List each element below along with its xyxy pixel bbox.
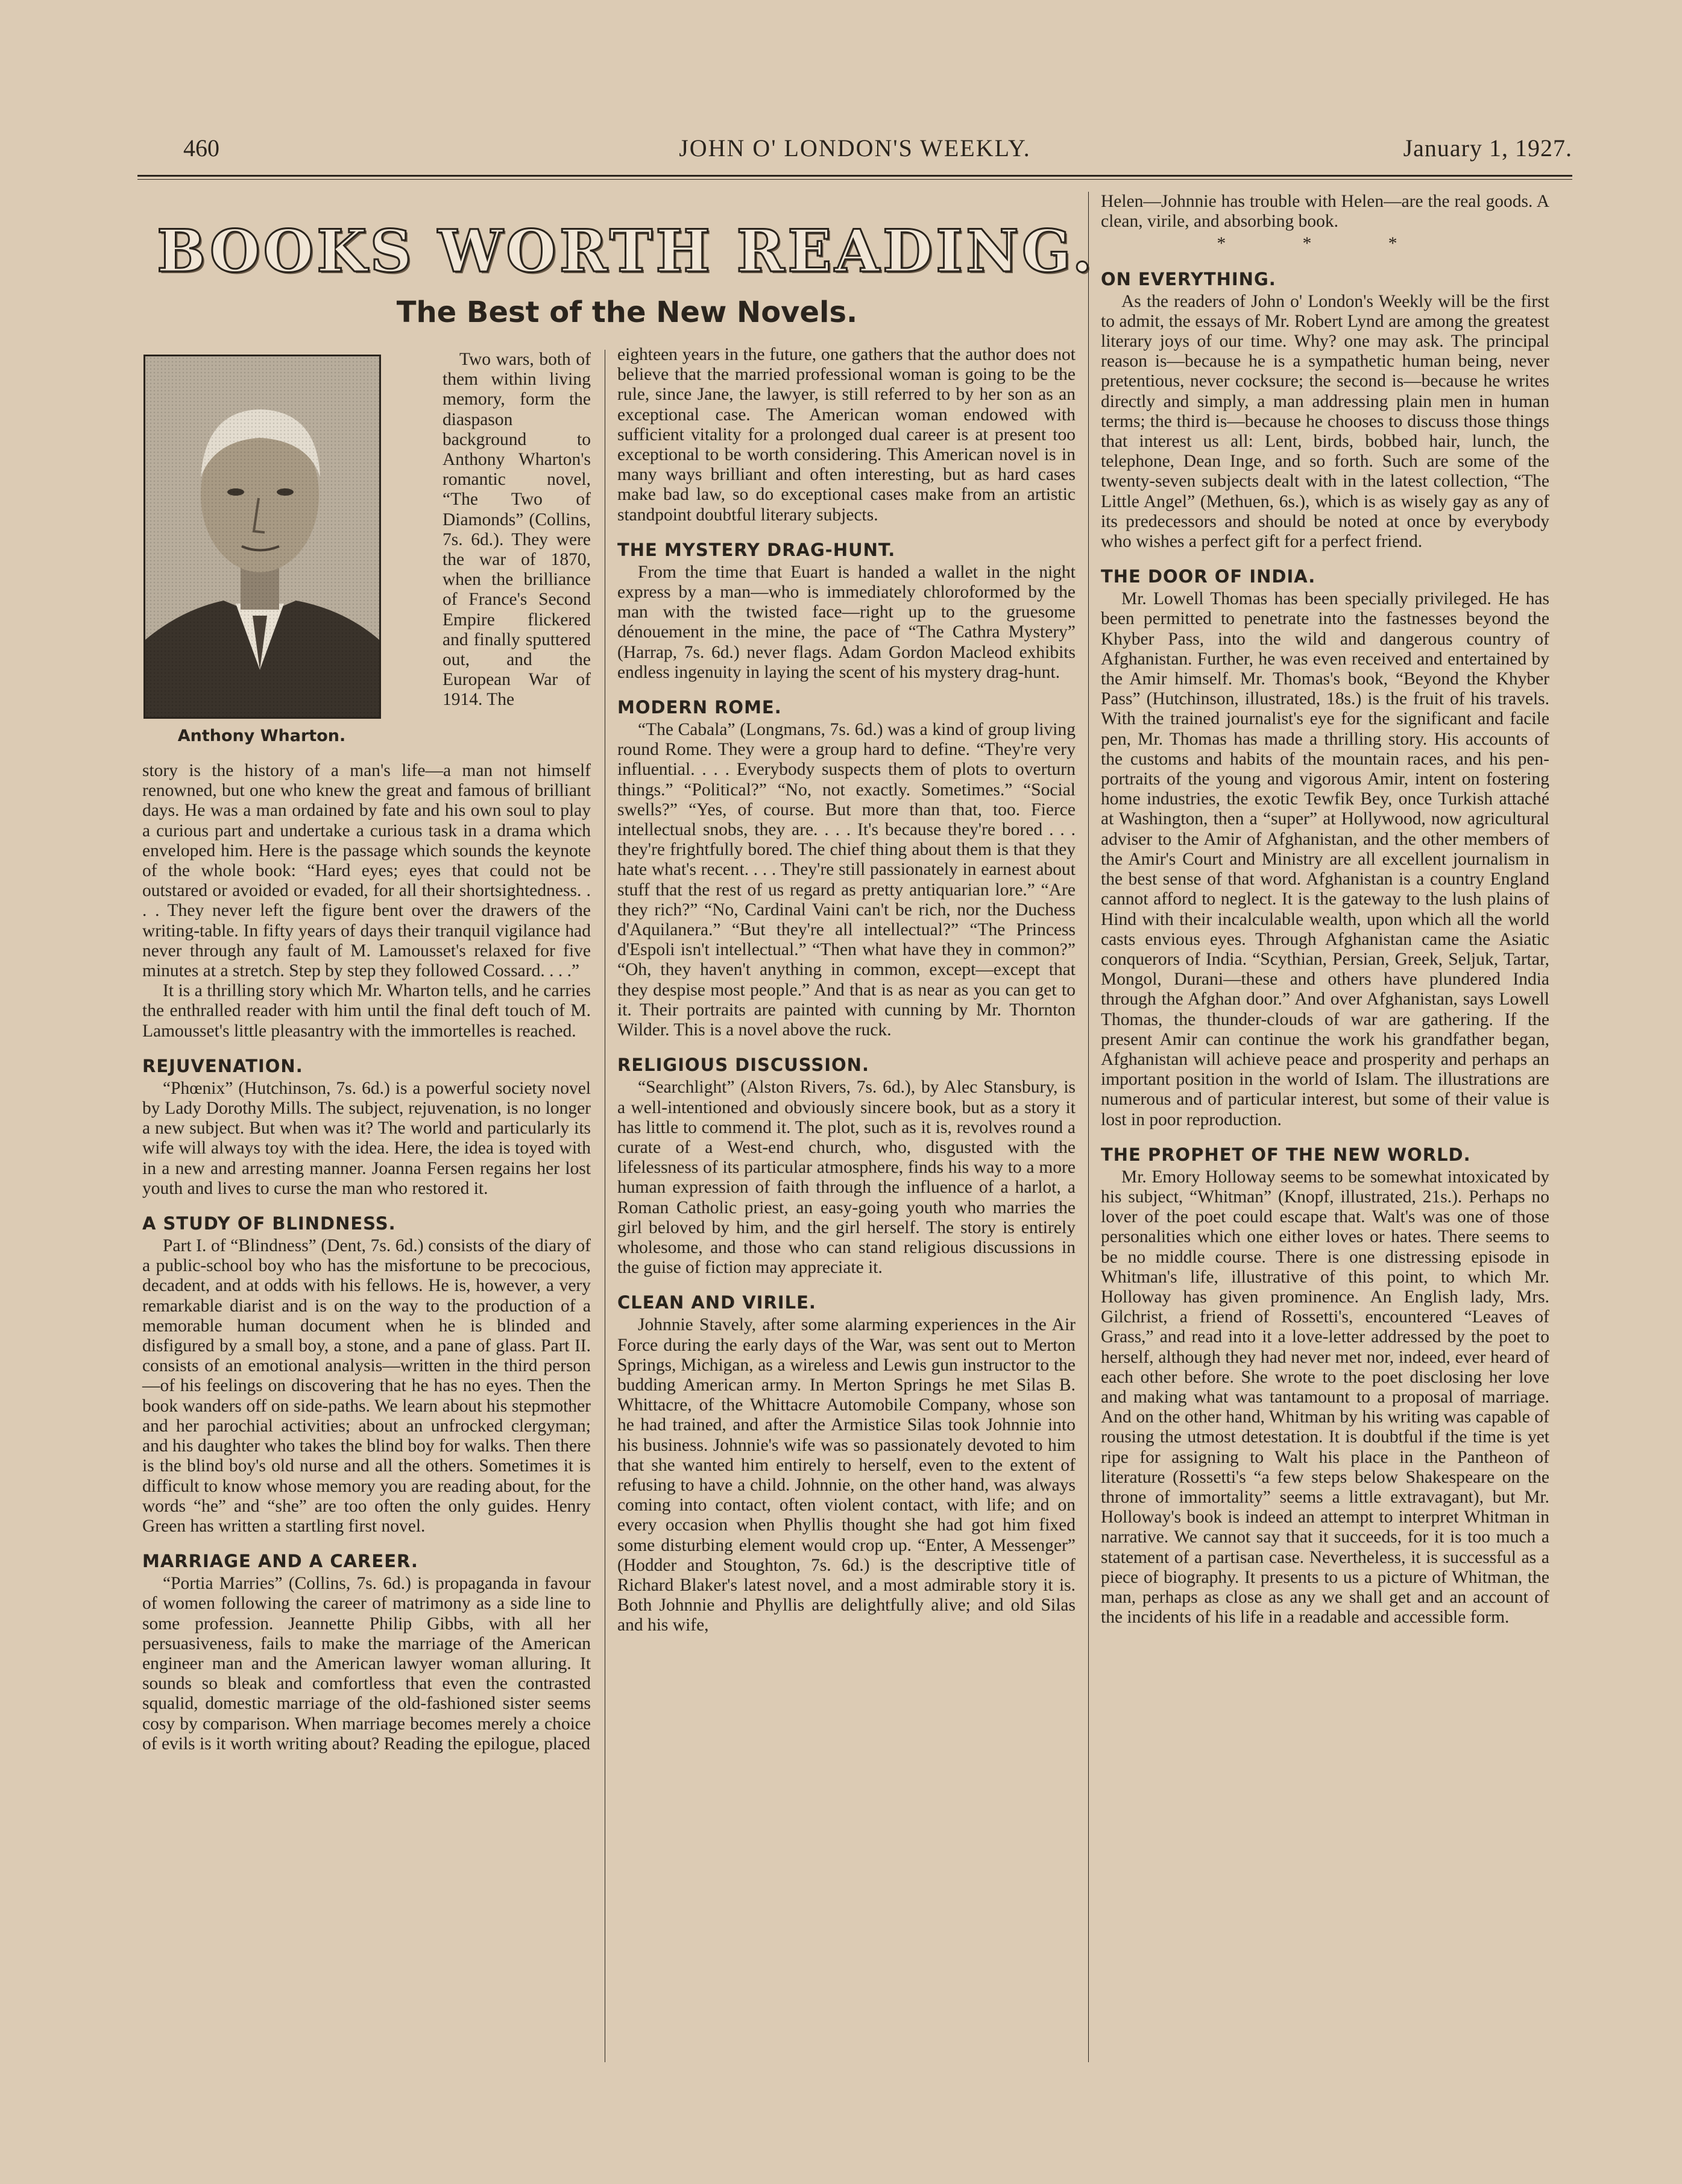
paragraph: “The Cabala” (Longmans, 7s. 6d.) was a kind of group living round Rome. They were a group hard to define. “They're very influential. . . . Everybody suspects them of plots to overturn things.” “Political?” “No, not exactly. Sometimes.” “Social swells?” “Yes, of course. But more than that, too. Fierce intellectual snobs, they are. . . . It's because they're bored . . . they're frightfully bored. The chief thing about them is that they hate what's recent. . . . They're still passionately in earnest about stuff that the rest of us regard as pretty antiquarian lore.” “Are they rich?” “No, Cardinal Vaini can't be rich, nor the Duchess d'Aquilanera.” “But they're all intellectual?” “The Princess d'Espoli isn't intellectual.” “Then what have they in common?” “Oh, they haven't anything in common, except—except that they despise most people.” And that is as near as you can get to it. Their portraits are painted with cunning by Mr. Thornton Wilder. This is a novel above the ruck.	[617, 720, 1076, 1040]
column-rule	[1088, 192, 1089, 2062]
paragraph: Johnnie Stavely, after some alarming experiences in the Air Force during the early days of the War, was sent out to Merton Springs, Michigan, as a wireless and Lewis gun instructor to the budding American army. In Merton Springs he met Silas B. Whittacre, of the Whittacre Automobile Company, whose son he had trained, and after the Armistice Silas took Johnnie into his business. Johnnie's wife was so passionately devoted to him that she wanted him entirely to herself, even to the extent of refusing to have a child. Johnnie, on the other hand, was always coming into contact, often violent contact, with life; and on every occasion when Phyllis thought she had got him fixed some disturbing element would crop up. “Enter, A Messenger” (Hodder and Stoughton, 7s. 6d.) is the descriptive title of Richard Blaker's latest novel, and a most admirable story it is. Both Johnnie and Phyllis are delightfully alive; and old Silas and his wife,	[617, 1315, 1076, 1635]
issue-date: January 1, 1927.	[1403, 134, 1572, 162]
article-intro	[443, 350, 591, 710]
paragraph: “Phœnix” (Hutchinson, 7s. 6d.) is a powerful society novel by Lady Dorothy Mills. The subject, rejuvenation, is no longer a new subject. But when was it? The world and particularly its wife will always toy with the idea. Here, the idea is toyed with in a new and arresting manner. Joanna Fersen regains her lost youth and lives to curse the man who restored it.	[142, 1078, 591, 1198]
header-rule	[137, 175, 1572, 177]
section-heading: CLEAN AND VIRILE.	[617, 1292, 816, 1313]
masthead: JOHN O' LONDON'S WEEKLY.	[679, 134, 1031, 162]
section-heading: ON EVERYTHING.	[1101, 268, 1276, 289]
paragraph: From the time that Euart is handed a wallet in the night express by a man—who is immediately chloroformed by the man with the twisted face—right up to the gruesome dénouement in the mine, the pace of “The Cathra Mystery” (Harrap, 7s. 6d.) never flags. Adam Gordon Macleod exhibits endless ingenuity in laying the scent of his mystery drag-hunt.	[617, 562, 1076, 682]
paragraph: As the readers of John o' London's Weekly will be the first to admit, the essays of Mr. Robert Lynd are among the greatest literary joys of our time. Why? one may ask. The principal reason is—because he is a sympathetic human being, never pretentious, never cocksure; the second is—because he writes directly and simply, a man addressing plain men in human terms; the third is—because he chooses to discuss those things that interest us all: Lent, birds, bobbed hair, lunch, the telephone, Dean Inge, and so forth. Such are some of the twenty-seven subjects dealt with in the latest collection, “The Little Angel” (Methuen, 6s.), which is as wisely gay as any of its predecessors and should be noted at once by everybody who wishes a perfect gift for a perfect friend.	[1101, 291, 1549, 552]
paragraph: story is the history of a man's life—a man not himself renowned, but one who knew the great and famous of brilliant days. He was a man ordained by fate and his own soul to play a curious part and undertake a curious task in a drama which enveloped him. Here is the passage which sounds the keynote of the whole book: “Hard eyes; eyes that could not be outstared or avoided or evaded, for all their shortsightedness. . . . They never left the figure bent over the drawers of the writing-table. In fifty years of days their tranquil vigilance had never through any fault of M. Lamousset's relaxed for five minutes at a stretch. Step by step they followed Cossard. . . .”	[142, 761, 591, 981]
paragraph: Helen—Johnnie has trouble with Helen—are the real goods. A clean, virile, and absorbing book.	[1101, 192, 1549, 232]
paragraph: “Portia Marries” (Collins, 7s. 6d.) is propaganda in favour of women following the career of matrimony as a side line to some profession. Jeannette Philip Gibbs, with all her persuasiveness, fails to make the marriage of the American engineer man and the American lawyer woman alluring. It sounds so bleak and comfortless that even the contrasted squalid, domestic marriage of the old-fashioned sister seems cosy by comparison. When marriage becomes merely a choice of evils is it worth writing about? Reading the epilogue, placed	[142, 1574, 591, 1753]
column-2	[617, 345, 1076, 1636]
section-heading: MARRIAGE AND A CAREER.	[142, 1551, 418, 1572]
section-heading: RELIGIOUS DISCUSSION.	[617, 1055, 869, 1076]
section-heading: REJUVENATION.	[142, 1055, 303, 1076]
portrait-illustration	[145, 356, 379, 717]
paragraph: It is a thrilling story which Mr. Wharton tells, and he carries the enthralled reader with him until the final deft touch of M. Lamousset's little pleasantry with the immortelles is reached.	[142, 981, 591, 1041]
section-heading: MODERN ROME.	[617, 697, 782, 718]
section-heading: THE MYSTERY DRAG-HUNT.	[617, 539, 896, 560]
paragraph: eighteen years in the future, one gathers that the author does not believe that the married professional woman is going to be the rule, since Jane, the lawyer, is still referred to by her son as an exceptional case. The American woman endowed with sufficient vitality for a prolonged dual career is at present too exceptional to be worth considering. This American novel is in many ways brilliant and often interesting, but as hard cases make bad law, so do exceptional cases make from an artistic standpoint doubtful literary subjects.	[617, 345, 1076, 525]
section-banner: BOOKS WORTH READING.	[157, 217, 1095, 285]
section-heading: A STUDY OF BLINDNESS.	[142, 1213, 396, 1234]
photo-caption: Anthony Wharton.	[177, 727, 346, 745]
column-1	[142, 761, 591, 1754]
column-3	[1101, 192, 1549, 1627]
paragraph: Mr. Emory Holloway seems to be somewhat intoxicated by his subject, “Whitman” (Knopf, illustrated, 21s.). Perhaps no lover of the poet could escape that. Walt's was one of those personalities which one either loves or hates. There seems to be no middle course. There is one distressing episode in Whitman's life, illustrative of this point, to which Mr. Holloway has given prominence. An English lady, Mrs. Gilchrist, a friend of Rossetti's, encountered “Leaves of Grass,” and read into it a love-letter addressed by the poet to herself, although they had never met nor, indeed, ever heard of each other before. She wrote to the poet disclosing her love and making what was tantamount to a proposal of marriage. And on the other hand, Whitman by his writing was capable of rousing the utmost detestation. It is doubtful if the time is yet ripe for assigning to Walt his place in the Pantheon of literature (Rossetti's “a few steps below Shakespeare on the throne of immortality” seems a little extravagant), but Mr. Holloway's book is indeed an attempt to interpret Whitman in narrative. We cannot say that it succeeds, for it is too much a statement of a partisan case. Nevertheless, it is successful as a piece of biography. It presents to us a picture of Whitman, the man, perhaps as close as any we shall get and an account of the incidents of his life in a readable and accessible form.	[1101, 1167, 1549, 1627]
header-rule-thin	[137, 179, 1572, 180]
running-head	[137, 134, 1572, 170]
paragraph: Part I. of “Blindness” (Dent, 7s. 6d.) consists of the diary of a public-school boy who has the misfortune to be precocious, decadent, and at odds with his fellows. He is, however, a very remarkable diarist and is on the way to the production of a memorable human document when he is blinded and disfigured by a small boy, a stone, and a pane of glass. Part II. consists of an emotional analysis—written in the third person—of his feelings on discovering that he has no eyes. Then the book wanders off on side-paths. We learn about his stepmother and her parochial activities; about an unfrocked clergyman; and his daughter who takes the blind boy for walks. Then there is the blind boy's old nurse and all the others. Sometimes it is difficult to know whose memory you are reading about, for the words “he” and “she” are too often the only guides. Henry Green has written a startling first novel.	[142, 1236, 591, 1536]
section-heading: THE DOOR OF INDIA.	[1101, 566, 1316, 587]
section-heading: THE PROPHET OF THE NEW WORLD.	[1101, 1144, 1471, 1165]
intro-paragraph: Two wars, both of them within living memory, form the diaspason background to Anthony Wharton's romantic novel, “The Two of Diamonds” (Collins, 7s. 6d.). They were the war of 1870, when the brilliance of France's Second Empire flickered and finally sputtered out, and the European War of 1914. The	[443, 350, 591, 710]
section-subhead: The Best of the New Novels.	[396, 295, 858, 329]
author-portrait	[143, 355, 381, 719]
section-separator: * * *	[1217, 234, 1434, 254]
page-number: 460	[183, 134, 219, 162]
paragraph: Mr. Lowell Thomas has been specially privileged. He has been permitted to penetrate into the fastnesses beyond the Khyber Pass, into the wild and dangerous country of Afghanistan. Further, he was even received and entertained by the Amir himself. Mr. Thomas's book, “Beyond the Khyber Pass” (Hutchinson, illustrated, 18s.) is the fruit of his travels. With the trained journalist's eye for the significant and facile pen, Mr. Thomas has made a thrilling story. His accounts of the customs and habits of the mountain races, and his pen-portraits of the young and vigorous Amir, intent on fostering home industries, the exotic Tewfik Bey, once Turkish attaché at Washington, then a “super” at Hollywood, now agricultural adviser to the Amir of Afghanistan, and the other members of the Amir's Court and Ministry are all excellent journalism in the best sense of that word. Afghanistan is a country England cannot afford to neglect. It is the gateway to the lush plains of Hind with their incalculable wealth, upon which all the world casts envious eyes. Through Afghanistan came the Asiatic conquerors of India. “Scythian, Persian, Greek, Seljuk, Tartar, Mongol, Durani—these and others have plundered India through the Afghan door.” And over Afghanistan, says Lowell Thomas, the thunder-clouds of war are gathering. If the present Amir can continue the work his grandfather began, Afghanistan will achieve peace and prosperity and perhaps an important position in the world of Islam. The illustrations are numerous and of particular interest, but some of their value is lost in poor reproduction.	[1101, 589, 1549, 1129]
paragraph: “Searchlight” (Alston Rivers, 7s. 6d.), by Alec Stansbury, is a well-intentioned and obviously sincere book, but as a story it has little to commend it. The plot, such as it is, revolves round a curate of a West-end church, who, disgusted with the lifelessness of its particular atmosphere, finds his way to a more human expression of faith through the influence of a harlot, a Roman Catholic priest, an easy-going youth who marries the girl beloved by him, and the girl herself. The story is entirely wholesome, and those who can stand religious discussions in the guise of fiction may appreciate it.	[617, 1078, 1076, 1278]
